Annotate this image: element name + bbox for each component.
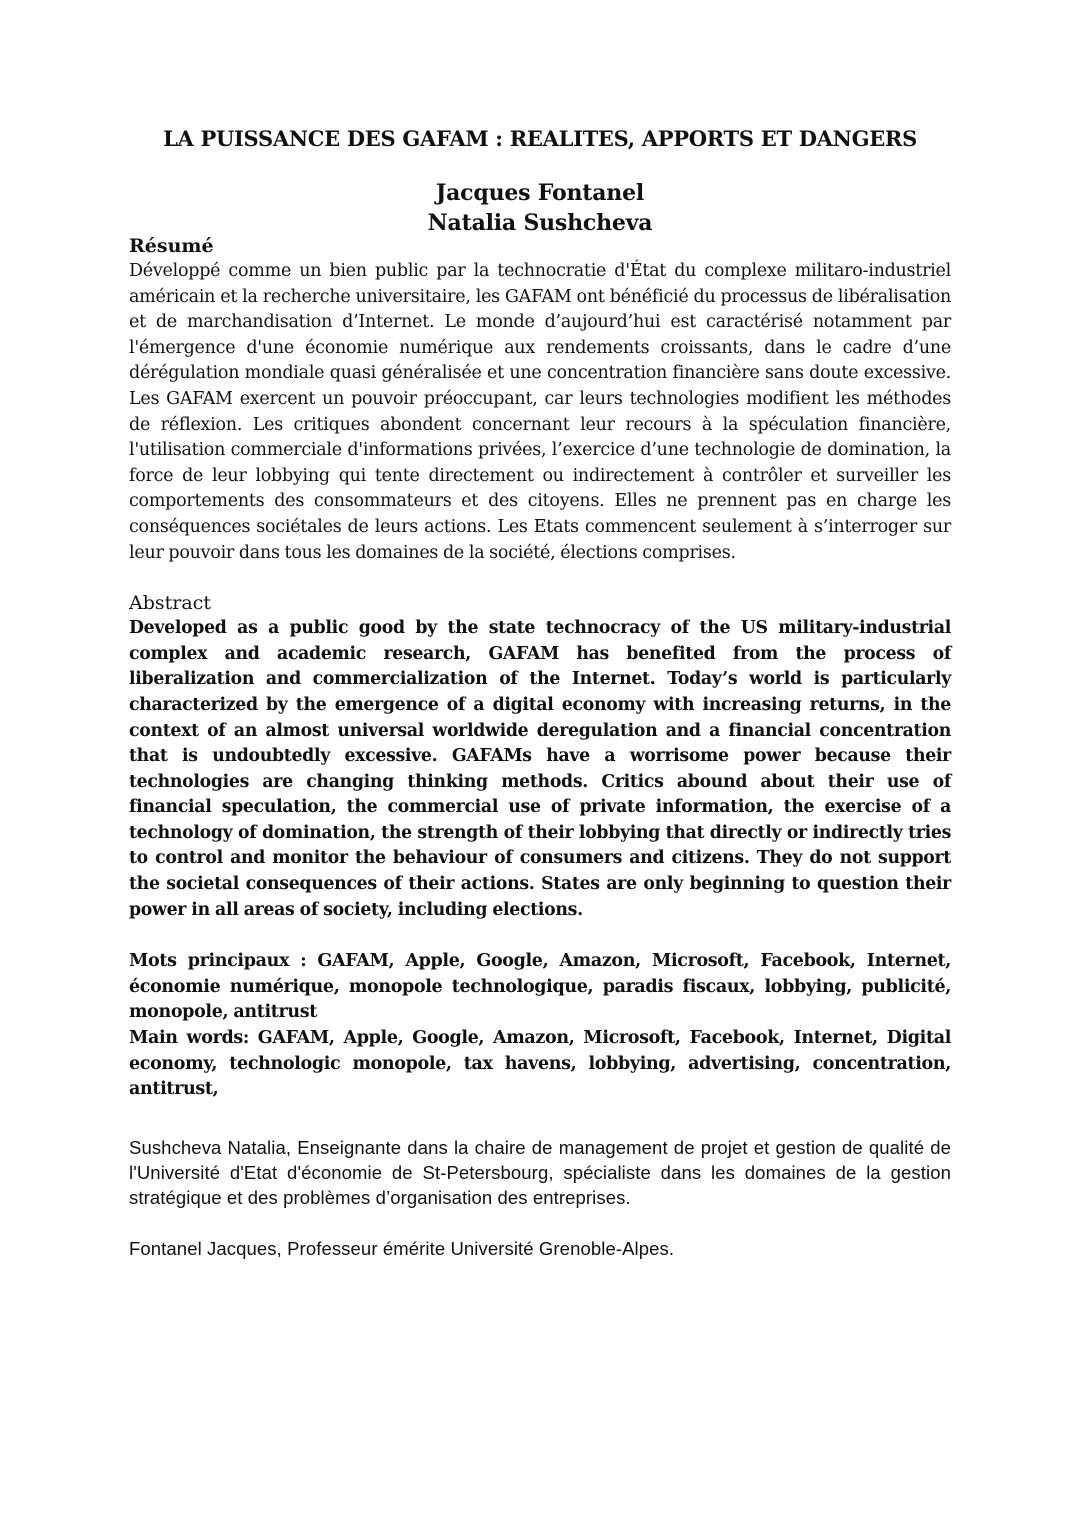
abstract-text: Developed as a public good by the state technocracy of the US military-industrial complex and academic research, GAFAM has benefited from the process of liberalization and commercialization of the Internet. Today’s world is particularly characterized by the emergence of a digital economy with increasing returns, in the context of an almost universal worldwide deregulation and a financial concentration that is undoubtedly excessive. GAFAMs have a worrisome power because their technologies are changing thinking methods. Critics abound about their use of financial speculation, the commercial use of private information, the exercise of a technology of domination, the strength of their lobbying that directly or indirectly tries to control and monitor the behaviour of consumers and citizens. They do not support the societal consequences of their actions. States are only beginning to question their power in all areas of society, including elections. [129, 618, 951, 920]
author-list [129, 178, 951, 238]
paper-title: LA PUISSANCE DES GAFAM : REALITES, APPORTS ET DANGERS [163, 126, 917, 151]
abstract-heading: Abstract [129, 592, 211, 615]
author-name: Jacques Fontanel [435, 180, 645, 206]
resume-text: Développé comme un bien public par la technocratie d'État du complexe militaro-industriel américain et la recherche universitaire, les GAFAM ont bénéficié du processus de libéralisation et de marchandisation d’Internet. Le monde d’aujourd’hui est caractérisé notamment par l'émergence d'une économie numérique aux rendements croissants, dans le cadre d’une dérégulation mondiale quasi généralisée et une concentration financière sans doute excessive. Les GAFAM exercent un pouvoir préoccupant, car leurs technologies modifient les méthodes de réflexion. Les critiques abondent concernant leur recours à la spéculation financière, l'utilisation commerciale d'informations privées, l’exercice d’une technologie de domination, la force de leur lobbying qui tente directement ou indirectement à contrôler et surveiller les comportements des consommateurs et des citoyens. Elles ne prennent pas en charge les conséquences sociétales de leurs actions. Les Etats commencent seulement à s’interroger sur leur pouvoir dans tous les domaines de la société, élections comprises. [129, 261, 951, 563]
keywords-french: Mots principaux : GAFAM, Apple, Google, Amazon, Microsoft, Facebook, Internet, économie numérique, monopole technologique, paradis fiscaux, lobbying, publicité, monopole, antitrust [129, 951, 951, 1023]
document-page [129, 126, 951, 1261]
keywords-english: Main words: GAFAM, Apple, Google, Amazon, Microsoft, Facebook, Internet, Digital economy, technologic monopole, tax havens, lobbying, advertising, concentration, antitrust, [129, 1028, 951, 1100]
author-name: Natalia Sushcheva [427, 210, 653, 236]
affiliation-sushcheva: Sushcheva Natalia, Enseignante dans la chaire de management de projet et gestion de qualité de l'Université d'Etat d'économie de St-Petersbourg, spécialiste dans les domaines de la gestion stratégique et des problèmes d’organisation des entreprises. [129, 1136, 951, 1208]
keywords-block [129, 949, 951, 1103]
resume-heading: Résumé [129, 235, 214, 257]
affiliation-fontanel: Fontanel Jacques, Professeur émérite Université Grenoble-Alpes. [129, 1237, 675, 1259]
